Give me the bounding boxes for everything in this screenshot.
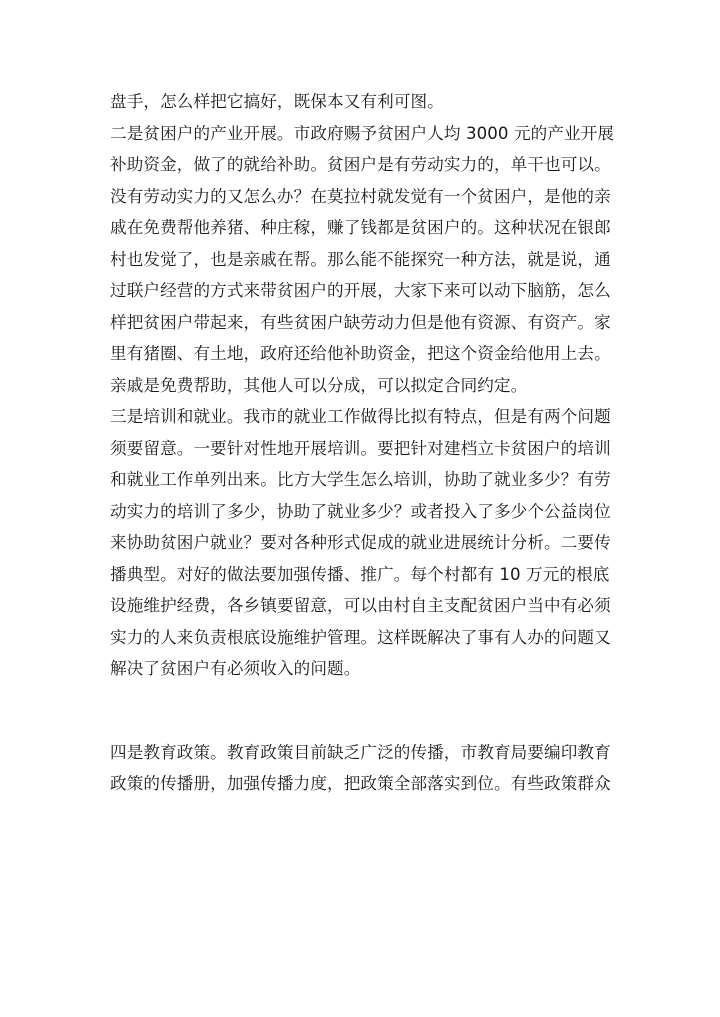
paragraph-4 [110,737,618,800]
text-line: 动实力的培训了多少，协助了就业多少？或者投入了多少个公益岗位 [110,501,611,521]
text-line: 里有猪圈、有土地，政府还给他补助资金，把这个资金给他用上去。 [110,344,611,363]
paragraph-spacer [110,685,618,737]
paragraph-3 [110,401,618,685]
paragraph-2 [110,118,618,402]
text-line: 戚在免费帮他养猪、种庄稼，赚了钱都是贫困户的。这种状况在银郎 [110,218,611,237]
text-line: 样把贫困户带起来，有些贫困户缺劳动力但是他有资源、有资产。家 [110,312,611,332]
text-line: 播典型。对好的做法要加强传播、推广。每个村都有 10 万元的根底 [110,564,610,584]
text-line: 过联户经营的方式来带贫困户的开展，大家下来可以动下脑筋，怎么 [110,281,611,300]
text-line: 四是教育政策。教育政策目前缺乏广泛的传播，市教育局要编印教育 [110,742,611,762]
text-line: 设施维护经费，各乡镇要留意，可以由村自主支配贫困户当中有必须 [110,596,611,615]
text-line: 村也发觉了，也是亲戚在帮。那么能不能探究一种方法，就是说，通 [110,249,611,269]
text-line: 补助资金，做了的就给补助。贫困户是有劳动实力的，单干也可以。 [110,155,611,174]
text-line: 政策的传播册，加强传播力度，把政策全部落实到位。有些政策群众 [110,774,611,793]
text-line: 亲戚是免费帮助，其他人可以分成，可以拟定合同约定。 [110,375,528,395]
text-line: 盘手，怎么样把它搞好，既保本又有利可图。 [110,92,444,111]
text-line: 须要留意。一要针对性地开展培训。要把针对建档立卡贫困户的培训 [110,438,611,458]
text-line: 没有劳动实力的又怎么办？在莫拉村就发觉有一个贫困户，是他的亲 [110,186,611,206]
text-line: 解决了贫困户有必须收入的问题。 [110,659,361,678]
text-line: 来协助贫困户就业？要对各种形式促成的就业进展统计分析。二要传 [110,533,611,552]
text-line: 二是贫困户的产业开展。市政府赐予贫困户人均 3000 元的产业开展 [110,123,615,143]
document-body [110,86,618,800]
paragraph-1 [110,86,618,118]
text-line: 和就业工作单列出来。比方大学生怎么培训，协助了就业多少？有劳 [110,470,611,489]
text-line: 实力的人来负责根底设施维护管理。这样既解决了事有人办的问题又 [110,627,611,647]
text-line: 三是培训和就业。我市的就业工作做得比拟有特点，但是有两个问题 [110,407,611,426]
